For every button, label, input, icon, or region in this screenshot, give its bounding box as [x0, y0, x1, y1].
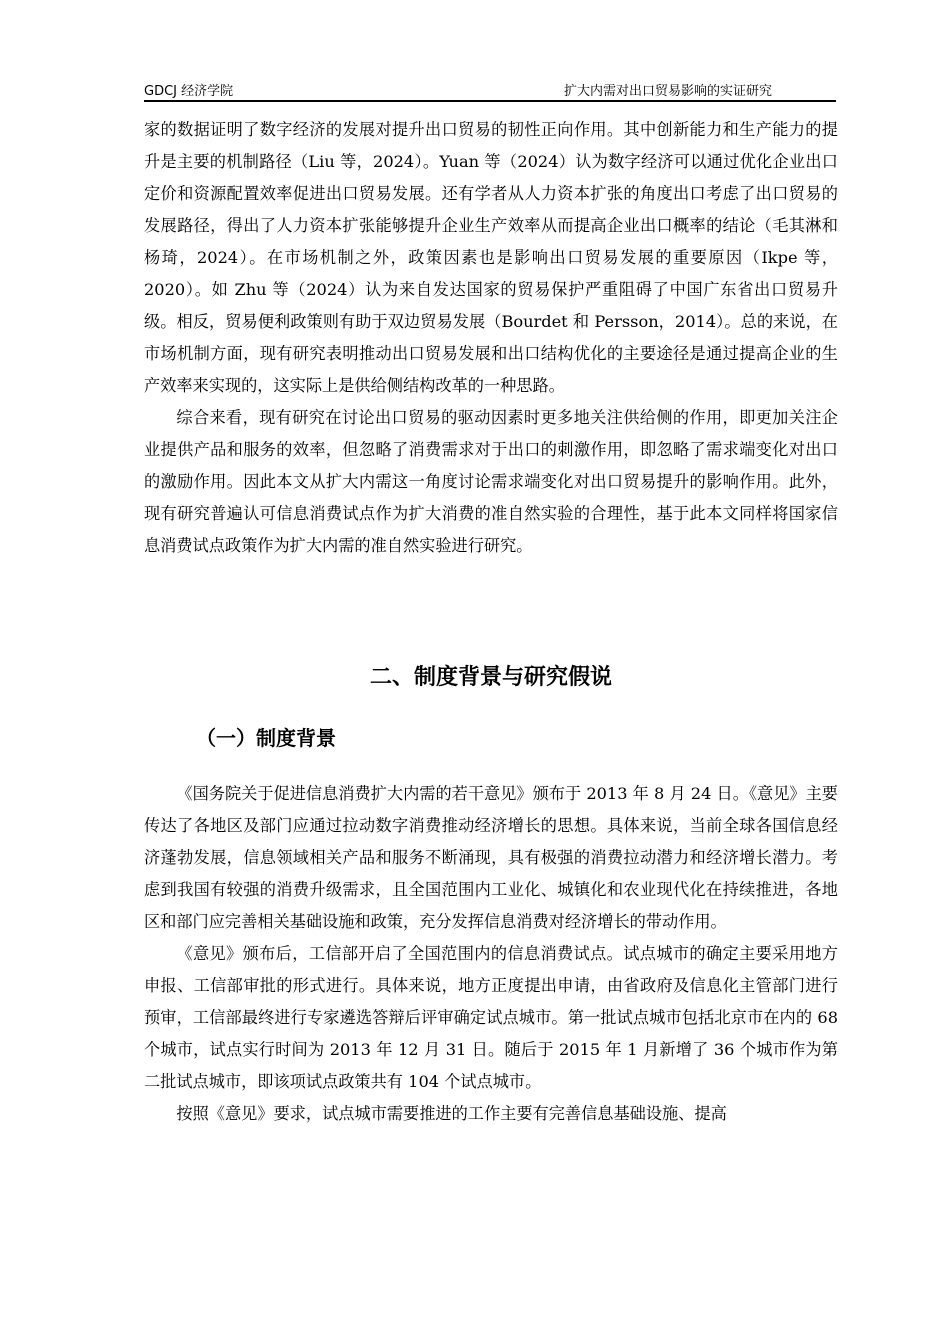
- header-right: 扩大内需对出口贸易影响的实证研究: [563, 84, 772, 99]
- paragraph: 家的数据证明了数字经济的发展对提升出口贸易的韧性正向作用。其中创新能力和生产能力的提升是主要的机制路径（Liu 等，2024）。Yuan 等（2024）认为数字经济可以通过优化企业出口定价和资源配置效率促进出口贸易发展。还有学者从人力资本扩张的角度出口考虑了出口贸易的发展路径，得出了人力资本扩张能够提升企业生产效率从而提高企业出口概率的结论（毛其淋和杨琦，2024）。在市场机制之外，政策因素也是影响出口贸易发展的重要原因（Ikpe 等，2020）。如 Zhu 等（2024）认为来自发达国家的贸易保护严重阻碍了中国广东省出口贸易升级。相反，贸易便利政策则有助于双边贸易发展（Bourdet 和 Persson，2014）。总的来说，在市场机制方面，现有研究表明推动出口贸易发展和出口结构优化的主要途径是通过提高企业的生产效率来实现的，这实际上是供给侧结构改革的一种思路。: [144, 120, 838, 395]
- paragraph: 《国务院关于促进信息消费扩大内需的若干意见》颁布于 2013 年 8 月 24 日。《意见》主要传达了各地区及部门应通过拉动数字消费推动经济增长的思想。具体来说，当前全球各国信息经济蓬勃发展，信息领域相关产品和服务不断涌现，具有极强的消费拉动潜力和经济增长潜力。考虑到我国有较强的消费升级需求，且全国范围内工业化、城镇化和农业现代化在持续推进，各地区和部门应完善相关基础设施和政策，充分发挥信息消费对经济增长的带动作用。: [144, 784, 838, 931]
- section-title: 二、制度背景与研究假说: [369, 665, 612, 690]
- paragraph: 《意见》颁布后，工信部开启了全国范围内的信息消费试点。试点城市的确定主要采用地方申报、工信部审批的形式进行。具体来说，地方正度提出申请，由省政府及信息化主管部门进行预审，工信部最终进行专家遴选答辩后评审确定试点城市。第一批试点城市包括北京市在内的 68 个城市，试点实行时间为 2013 年 12 月 31 日。随后于 2015 年 1 月新增了 36 个城市作为第二批试点城市，即该项试点政策共有 104 个试点城市。: [144, 944, 838, 1091]
- page-header: [144, 78, 836, 102]
- subsection-title: （一）制度背景: [196, 726, 336, 750]
- paragraph: 按照《意见》要求，试点城市需要推进的工作主要有完善信息基础设施、提高: [176, 1104, 727, 1123]
- header-left: GDCJ 经济学院: [144, 84, 234, 99]
- paragraph: 综合来看，现有研究在讨论出口贸易的驱动因素时更多地关注供给侧的作用，即更加关注企业提供产品和服务的效率，但忽略了消费需求对于出口的刺激作用，即忽略了需求端变化对出口的激励作用。因此本文从扩大内需这一角度讨论需求端变化对出口贸易提升的影响作用。此外，现有研究普遍认可信息消费试点作为扩大消费的准自然实验的合理性，基于此本文同样将国家信息消费试点政策作为扩大内需的准自然实验进行研究。: [144, 408, 838, 555]
- body-text-bottom: [144, 778, 838, 1130]
- body-text-top: [144, 114, 838, 562]
